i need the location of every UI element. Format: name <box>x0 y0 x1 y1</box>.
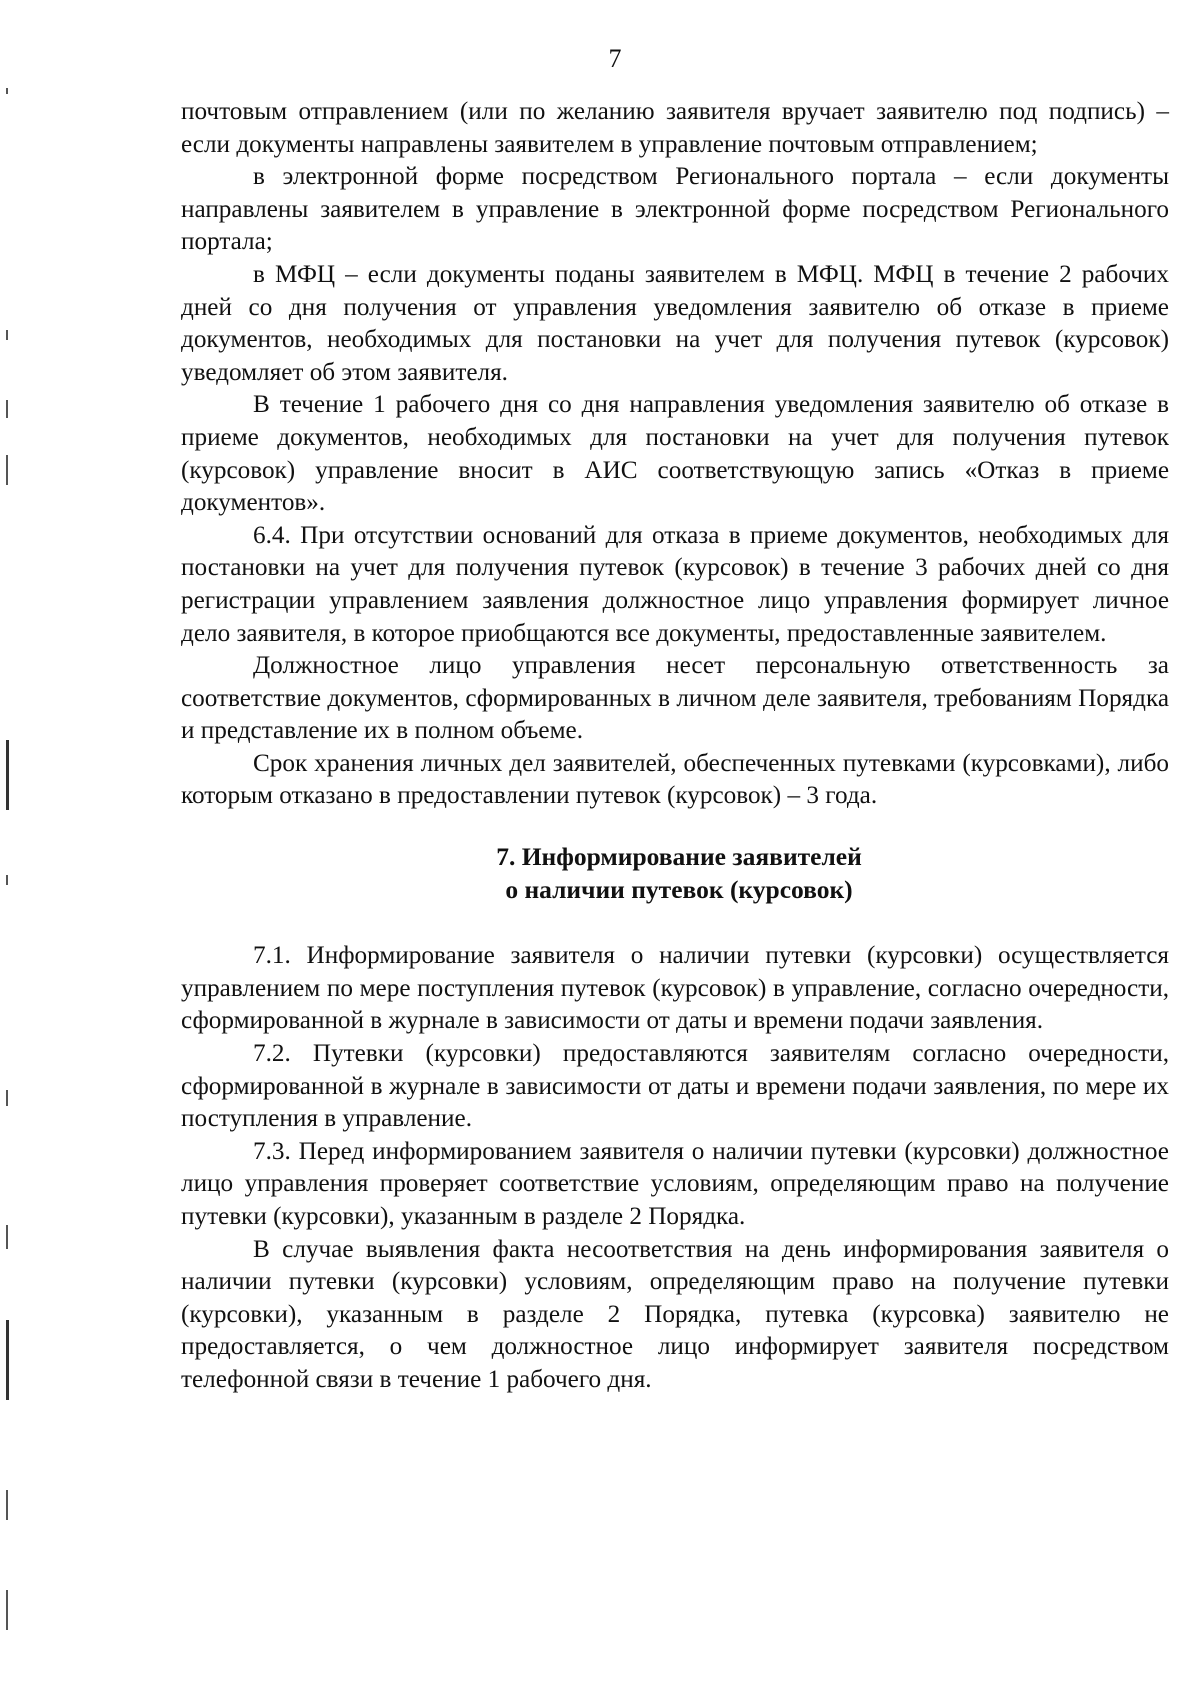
paragraph-6-4: 6.4. При отсутствии оснований для отказа в приеме документов, необходимых для постановки на учет для получения путевок (курсовок) в течение 3 рабочих дней со дня регистрации управлением заявления должностное лицо управления формирует личное дело заявителя, в которое приобщаются все документы, предоставленные заявителем. <box>181 521 1169 647</box>
paragraph-storage-term: Срок хранения личных дел заявителей, обеспеченных путевками (курсовками), либо которым отказано в предоставлении путевок (курсовок) – 3 года. <box>181 749 1169 810</box>
paragraph-postal: почтовым отправлением (или по желанию заявителя вручает заявителю под подпись) – если документы направлены заявителем в управление почтовым отправлением; <box>181 98 1169 158</box>
paragraph-mismatch: В случае выявления факта несоответствия на день информирования заявителя о наличии путевки (курсовки) условиям, определяющим право на получение путевки (курсовки), указанным в разделе 2 Порядка, путевка (курсовка) заявителю не предоставляется, о чем должностное лицо информирует заявителя посредством телефонной связи в течение 1 рабочего дня. <box>181 1235 1169 1393</box>
scan-edge-artifacts <box>0 0 16 1697</box>
paragraph-responsibility: Должностное лицо управления несет персональную ответственность за соответствие документов, сформированных в личном деле заявителя, требованиям Порядка и представление их в полном объеме. <box>181 652 1169 745</box>
paragraph-ais-record: В течение 1 рабочего дня со дня направления уведомления заявителю об отказе в приеме документов, необходимых для постановки на учет для получения путевок (курсовок) управление вносит в АИС соответствующую запись «Отказ в приеме документов». <box>181 391 1169 517</box>
paragraph-mfc: в МФЦ – если документы поданы заявителем в МФЦ. МФЦ в течение 2 рабочих дней со дня получения от управления уведомления заявителю об отказе в приеме документов, необходимых для постановки на учет для получения путевок (курсовок) уведомляет об этом заявителя. <box>181 260 1169 386</box>
paragraph-electronic: в электронной форме посредством Регионального портала – если документы направлены заявителем в управление в электронной форме посредством Регионального портала; <box>181 163 1169 256</box>
page-number: 7 <box>608 44 622 73</box>
paragraph-7-2: 7.2. Путевки (курсовки) предоставляются заявителям согласно очередности, сформированной в журнале в зависимости от даты и времени подачи заявления, по мере их поступления в управление. <box>181 1040 1169 1133</box>
paragraph-7-1: 7.1. Информирование заявителя о наличии путевки (курсовки) осуществляется управлением по мере поступления путевок (курсовок) в управление, согласно очередности, сформированной в журнале в зависимости от даты и времени подачи заявления. <box>181 942 1169 1035</box>
document-body <box>181 96 1169 1397</box>
paragraph-7-3: 7.3. Перед информированием заявителя о наличии путевки (курсовки) должностное лицо управления проверяет соответствие условиям, определяющим право на получение путевки (курсовки), указанным в разделе 2 Порядка. <box>181 1137 1169 1230</box>
section-heading <box>181 841 1169 906</box>
section-heading-line2: о наличии путевок (курсовок) <box>505 874 853 904</box>
section-heading-line1: 7. Информирование заявителей <box>496 842 862 872</box>
